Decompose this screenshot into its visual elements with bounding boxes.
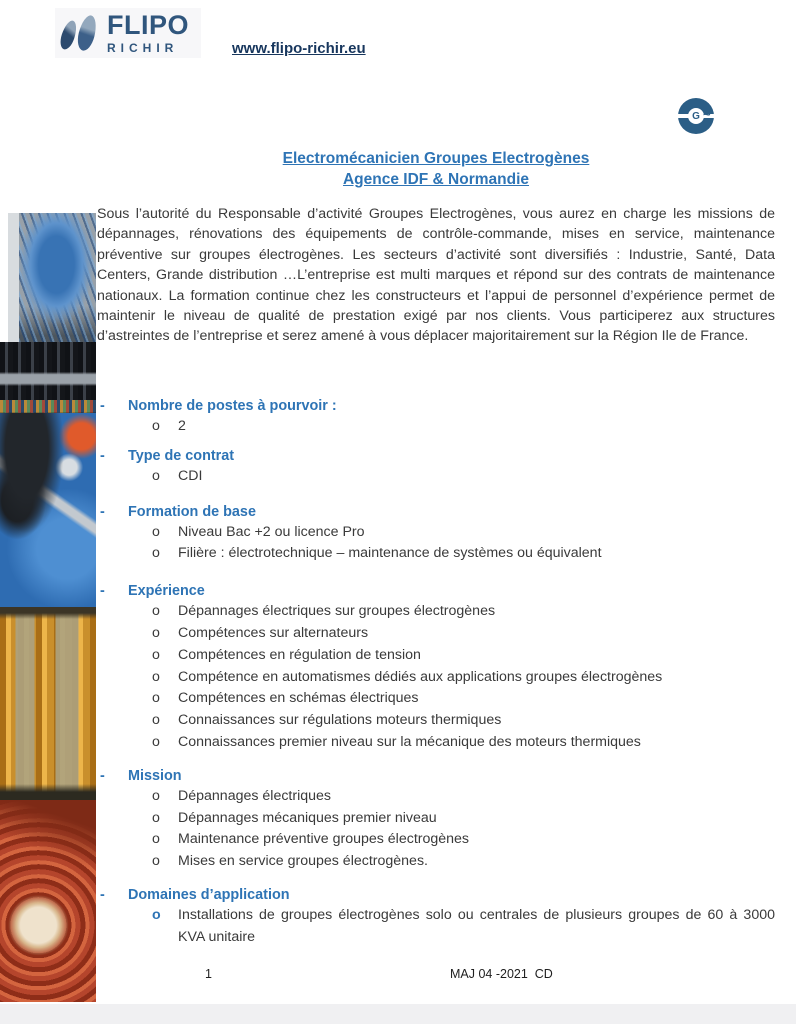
list-item-text: Compétences en régulation de tension: [178, 646, 421, 663]
circle-bullet: o: [152, 668, 160, 685]
website-link[interactable]: www.flipo-richir.eu: [232, 40, 366, 57]
page-number: 1: [205, 967, 212, 981]
circle-bullet: o: [152, 603, 160, 620]
circle-bullet: o: [152, 690, 160, 707]
photo-copper-transformer-windings: [0, 607, 96, 800]
list-item-text: Connaissances premier niveau sur la mécanique des moteurs thermiques: [178, 733, 641, 750]
agency-subtitle: Agence IDF & Normandie: [342, 171, 530, 188]
section-domaines-application: [97, 885, 775, 949]
section-heading: Type de contrat: [128, 447, 235, 464]
circle-bullet: o: [152, 831, 160, 848]
company-logo: [55, 8, 201, 58]
photo-terminal-block-rows: [0, 342, 96, 413]
list-item: [97, 601, 775, 623]
circle-bullet: o: [152, 523, 160, 540]
list-item: [97, 710, 775, 732]
list-item-text: Niveau Bac +2 ou licence Pro: [178, 523, 365, 540]
dash-bullet: -: [100, 583, 105, 600]
circle-bullet: o: [152, 418, 160, 434]
job-title: Electromécanicien Groupes Electrogènes: [282, 150, 590, 167]
circle-bullet: o: [152, 853, 160, 870]
circle-bullet: o: [152, 467, 160, 484]
circle-bullet: o: [152, 646, 160, 663]
section-heading: Expérience: [128, 583, 205, 600]
sine-wave-glyph: ~: [703, 107, 711, 122]
list-item-text: Maintenance préventive groupes électrogènes: [178, 831, 470, 848]
list-item: [97, 688, 775, 710]
dash-bullet: -: [100, 767, 105, 784]
list-item-text: Dépannages électriques sur groupes électrogènes: [178, 603, 496, 620]
list-item: [97, 623, 775, 645]
list-item: [97, 786, 775, 808]
section-type-de-contrat: [97, 446, 775, 488]
list-item: [97, 543, 775, 565]
page-bottom-edge: [0, 1004, 796, 1024]
list-item-text: Compétences sur alternateurs: [178, 624, 369, 641]
generator-symbol-icon: [678, 98, 714, 134]
circle-bullet: o: [152, 809, 160, 826]
list-item-text: Compétences en schémas électriques: [178, 690, 419, 707]
circle-bullet: o: [152, 906, 161, 923]
photo-strip: [0, 213, 96, 1002]
section-nombre-de-postes: [97, 396, 775, 438]
document-title-block: [97, 148, 775, 190]
dash-bullet: -: [100, 503, 105, 520]
list-item-text: Installations de groupes électrogènes solo ou centrales de plusieurs groupes de 60 à 3000 KVA unitaire: [178, 906, 775, 945]
list-item: [97, 522, 775, 544]
logo-name: FLIPO: [107, 10, 189, 40]
list-item-text: Dépannages mécaniques premier niveau: [178, 809, 437, 826]
circle-bullet: o: [152, 712, 160, 729]
list-item: [97, 667, 775, 689]
list-item-text: CDI: [178, 467, 203, 484]
flipo-richir-logo-icon: [60, 11, 100, 55]
list-item: [97, 645, 775, 667]
section-heading: Nombre de postes à pourvoir :: [128, 398, 337, 414]
photo-electrical-cabinet-blue-wiring: [8, 213, 96, 342]
circle-bullet: o: [152, 787, 160, 804]
logo-leaf-left: [58, 19, 80, 52]
list-item-text: 2: [178, 418, 186, 434]
section-heading: Domaines d’application: [128, 886, 290, 903]
list-item-text: Connaissances sur régulations moteurs thermiques: [178, 712, 502, 729]
list-item: [97, 829, 775, 851]
revision-label: MAJ 04 -2021 CD: [450, 967, 553, 981]
dash-bullet: -: [100, 447, 105, 464]
list-item: [97, 905, 775, 949]
list-item: [97, 851, 775, 873]
logo-subname: RICHIR: [107, 41, 179, 55]
list-item: [97, 808, 775, 830]
list-item-text: Filière : électrotechnique – maintenance de systèmes ou équivalent: [178, 545, 602, 562]
list-item-text: Compétence en automatismes dédiés aux applications groupes électrogènes: [178, 668, 663, 685]
job-details-list: [97, 396, 775, 949]
dash-bullet: -: [100, 886, 105, 903]
logo-leaf-right: [75, 14, 99, 53]
circle-bullet: o: [152, 733, 160, 750]
section-mission: [97, 766, 775, 873]
list-item: [97, 416, 775, 438]
section-experience: [97, 581, 775, 754]
circle-bullet: o: [152, 545, 160, 562]
dash-bullet: -: [100, 398, 105, 414]
section-formation-de-base: [97, 502, 775, 566]
photo-red-stator-coil-windings: [0, 800, 96, 1002]
generator-letter: G: [688, 108, 704, 124]
circle-bullet: o: [152, 624, 160, 641]
list-item: [97, 466, 775, 488]
intro-paragraph: Sous l’autorité du Responsable d’activité Groupes Electrogènes, vous aurez en charge les missions de dépannages, rénovations des équipements de contrôle-commande, mises en service, maintenance préventive sur groupes électrogènes. Les secteurs d’activité sont diversifiés : Industrie, Santé, Data Centers, Grande distribution …L’entreprise est multi marques et répond sur des contrats de maintenance nationaux. La formation continue chez les constructeurs et l’appui de personnel d’expérience permet de maintenir le niveau de qualité de prestation exigé par nos clients. Vous participerez aux structures d’astreintes de l’entreprise et serez amené à vous déplacer majoritairement sur la Région Ile de France.: [97, 206, 775, 345]
section-heading: Formation de base: [128, 503, 256, 520]
list-item-text: Mises en service groupes électrogènes.: [178, 853, 428, 870]
photo-blue-engine-components: [0, 413, 96, 607]
section-heading: Mission: [128, 767, 182, 784]
list-item: [97, 732, 775, 754]
list-item-text: Dépannages électriques: [178, 787, 332, 804]
